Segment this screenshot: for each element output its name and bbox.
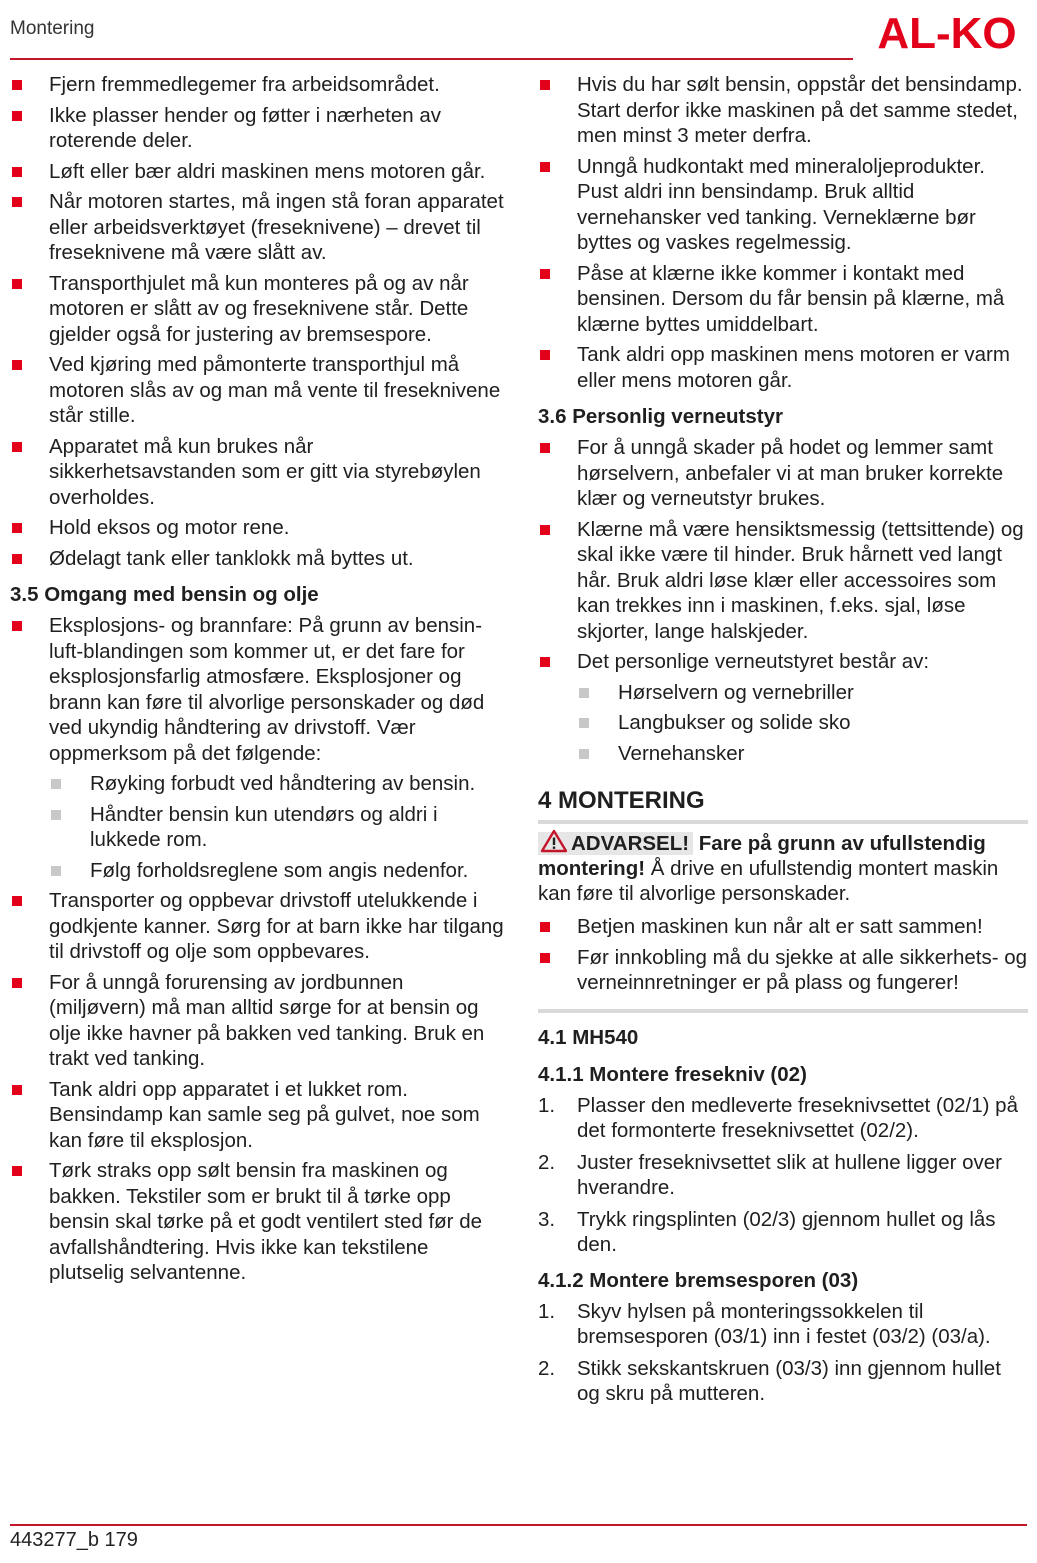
section-title-3-5: 3.5 Omgang med bensin og olje	[10, 583, 319, 606]
bullet-item: Fjern fremmedlegemer fra arbeidsområdet.	[10, 72, 505, 98]
chapter-title-4: 4 MONTERING	[538, 787, 705, 814]
step-text: Juster freseknivsettet slik at hullene ligger over hverandre.	[577, 1150, 1003, 1199]
bullet-item: Løft eller bær aldri maskinen mens motoren går.	[10, 159, 505, 185]
footer-rule	[10, 1524, 1027, 1526]
alko-logo	[865, 8, 1029, 54]
bullet-item: Unngå hudkontakt med mineraloljeprodukter. Pust aldri inn bensindamp. Bruk alltid vernehansker ved tanking. Verneklærne bør byttes og vaskes regelmessig.	[538, 154, 1028, 256]
section-title-4-1-2: 4.1.2 Montere bremsesporen (03)	[538, 1268, 859, 1292]
step-item	[538, 1356, 1028, 1406]
step-number: 1.	[538, 1299, 556, 1323]
bullet-item: Transporthjulet må kun monteres på og av når motoren er slått av og freseknivene står. Dette gjelder også for justering av bremsespore.	[10, 271, 505, 348]
warning-headline: Fare på grunn av ufullstendig montering!	[538, 832, 986, 880]
section-title-3-6: 3.6 Personlig verneutstyr	[538, 405, 783, 428]
bullet-item: Det personlige verneutstyret består av:	[538, 649, 1028, 675]
bullet-item: Hold eksos og motor rene.	[10, 515, 505, 541]
warning-box	[538, 820, 1028, 1013]
bullet-item: Tank aldri opp apparatet i et lukket rom. Bensindamp kan samle seg på gulvet, noe som kan føre til eksplosjon.	[10, 1077, 505, 1154]
bullet-item: For å unngå forurensing av jordbunnen (miljøvern) må man alltid sørge for at bensin og olje ikke havner på bakken ved tanking. Bruk en trakt ved tanking.	[10, 970, 505, 1072]
left-column	[10, 72, 505, 1291]
bullet-item: Ødelagt tank eller tanklokk må byttes ut.	[10, 546, 505, 572]
step-text: Skyv hylsen på monteringssokkelen til bremsesporen (03/1) inn i festet (03/2) (03/a).	[577, 1299, 991, 1348]
warning-label-text: ADVARSEL!	[571, 832, 690, 855]
step-number: 3.	[538, 1207, 556, 1231]
step-item	[538, 1093, 1028, 1143]
step-number: 1.	[538, 1093, 556, 1117]
bullet-item: Transporter og oppbevar drivstoff utelukkende i godkjente kanner. Sørg for at barn ikke har tilgang til drivstoff og olje som oppbevares.	[10, 888, 505, 965]
bullet-item: Betjen maskinen kun når alt er satt sammen!	[538, 914, 1028, 940]
sub-bullet-item: Røyking forbudt ved håndtering av bensin.	[10, 771, 505, 797]
step-item	[538, 1299, 1028, 1349]
warning-label	[538, 832, 693, 855]
footer-page-code: 443277_b 179	[10, 1529, 138, 1551]
section-title-4-1: 4.1 MH540	[538, 1025, 639, 1049]
step-number: 2.	[538, 1356, 556, 1380]
sub-bullet-item: Langbukser og solide sko	[538, 710, 1028, 736]
step-item	[538, 1150, 1028, 1200]
sub-bullet-item: Vernehansker	[538, 741, 1028, 767]
bullet-item: Tank aldri opp maskinen mens motoren er varm eller mens motoren går.	[538, 342, 1028, 393]
sub-bullet-item: Hørselvern og vernebriller	[538, 680, 1028, 706]
page-header-title: Montering	[10, 18, 95, 39]
bullet-item: Tørk straks opp sølt bensin fra maskinen og bakken. Tekstiler som er brukt til å tørke opp bensin skal tørke på et godt ventilert sted før de avfallshåndtering. Hvis ikke kan tekstilene plutselig selvantenne.	[10, 1158, 505, 1286]
bullet-item: Før innkobling må du sjekke at alle sikkerhets- og verneinnretninger er på plass og fungerer!	[538, 945, 1028, 996]
right-column	[538, 72, 1028, 1413]
warning-text	[538, 829, 1028, 906]
bullet-item: Hvis du har sølt bensin, oppstår det bensindamp. Start derfor ikke maskinen på det samme stedet, men minst 3 meter derfra.	[538, 72, 1028, 149]
step-text: Stikk sekskantskruen (03/3) inn gjennom hullet og skru på mutteren.	[577, 1356, 1001, 1405]
sub-bullet-item: Følg forholdsreglene som angis nedenfor.	[10, 858, 505, 884]
warning-body: Å drive en ufullstendig montert maskin kan føre til alvorlige personskader.	[538, 857, 999, 905]
bullet-item: Ved kjøring med påmonterte transporthjul må motoren slås av og man må vente til freseknivene står stille.	[10, 352, 505, 429]
step-text: Trykk ringsplinten (02/3) gjennom hullet og lås den.	[577, 1207, 996, 1256]
bullet-item: Når motoren startes, må ingen stå foran apparatet eller arbeidsverktøyet (freseknivene) – drevet til freseknivene må være slått av.	[10, 189, 505, 266]
warning-triangle-icon	[540, 829, 568, 853]
bullet-item: For å unngå skader på hodet og lemmer samt hørselvern, anbefaler vi at man bruker korrekte klær og verneutstyr brukes.	[538, 435, 1028, 512]
bullet-item: Apparatet må kun brukes når sikkerhetsavstanden som er gitt via styrebøylen overholdes.	[10, 434, 505, 511]
bullet-item: Påse at klærne ikke kommer i kontakt med bensinen. Dersom du får bensin på klærne, må klærne byttes umiddelbart.	[538, 261, 1028, 338]
bullet-item: Eksplosjons- og brannfare: På grunn av bensin-luft-blandingen som kommer ut, er det fare for eksplosjonsfarlig atmosfære. Eksplosjoner og brann kan føre til alvorlige personskader og død ved ukyndig håndtering av drivstoff. Vær oppmerksom på det følgende:	[10, 613, 505, 766]
bullet-item: Klærne må være hensiktsmessig (tettsittende) og skal ikke være til hinder. Bruk hårnett ved langt hår. Bruk aldri løse klær eller accessoires som kan trekkes inn i maskinen, f.eks. sjal, løse skjorter, lange halskjeder.	[538, 517, 1028, 645]
section-title-4-1-1: 4.1.1 Montere fresekniv (02)	[538, 1062, 807, 1086]
bullet-item: Ikke plasser hender og føtter i nærheten av roterende deler.	[10, 103, 505, 154]
step-item	[538, 1207, 1028, 1257]
header-rule	[10, 58, 853, 60]
step-text: Plasser den medleverte freseknivsettet (02/1) på det formonterte freseknivsettet (02/2).	[577, 1093, 1018, 1142]
step-number: 2.	[538, 1150, 556, 1174]
sub-bullet-item: Håndter bensin kun utendørs og aldri i lukkede rom.	[10, 802, 505, 853]
logo-text: AL-KO	[877, 9, 1017, 54]
